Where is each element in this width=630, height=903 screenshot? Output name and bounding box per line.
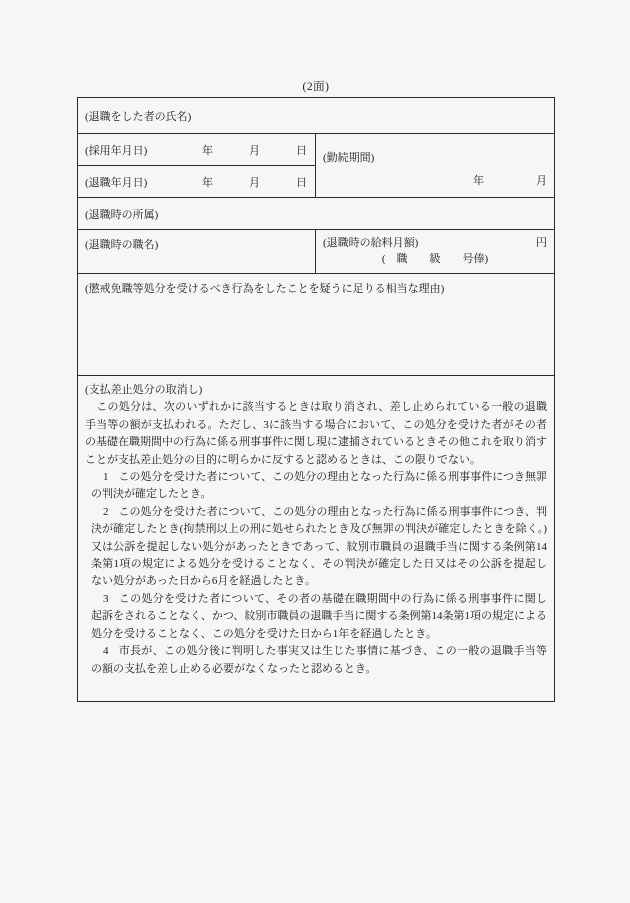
row-affiliation (78, 198, 554, 230)
hire-date-units (202, 142, 308, 158)
row-disciplinary-reason (78, 274, 554, 376)
service-period-label: (勤続期間) (323, 152, 375, 164)
cancellation-heading: (支払差止処分の取消し) (85, 384, 203, 396)
row-cancellation-clauses (78, 376, 554, 703)
disciplinary-reason-label: (懲戒免職等処分を受けるべき行為をしたことを疑うに足りる相当な理由) (85, 283, 445, 295)
clause-number: 3 (103, 592, 109, 605)
retire-date-cell (78, 166, 315, 197)
clause-text: この処分を受けた者について、この処分の理由となった行為に係る刑事事件につき無罪の判決が確定したとき。 (91, 471, 547, 501)
retire-date-label: (退職年月日) (85, 176, 148, 189)
cancellation-item-1 (91, 469, 547, 504)
clause-text: この処分を受けた者について、その者の基礎在職期間中の行為に係る刑事事件に関し起訴をされることなく、かつ、紋別市職員の退職手当に関する条例第14条第1項の規定による処分を受けることなく、この処分を受けた日から1年を経過したとき。 (91, 592, 547, 640)
service-period-month-unit: 月 (536, 175, 547, 187)
clause-number: 4 (103, 645, 109, 658)
clause-text: 市長が、この処分後に判明した事実又は生じた事情に基づき、この一般の退職手当等の額の支払を差し止める必要がなくなったと認めるとき。 (91, 645, 547, 675)
cancellation-item-4 (91, 643, 547, 678)
retire-date-day-unit: 日 (296, 176, 307, 189)
affiliation-label: (退職時の所属) (85, 208, 159, 221)
hire-date-month-unit: 月 (249, 144, 260, 157)
retire-date-year-unit: 年 (202, 176, 213, 189)
cancellation-item-2 (91, 504, 547, 591)
salary-grade-line: ( 職 級 号俸) (381, 253, 489, 265)
salary-label-line (323, 235, 547, 251)
service-period-year-unit: 年 (473, 175, 484, 187)
hire-date-day-unit: 日 (296, 144, 307, 157)
job-title-label: (退職時の職名) (85, 239, 159, 251)
job-title-cell (78, 230, 316, 273)
service-period-cell (316, 134, 554, 197)
retiree-name-label: (退職をした者の氏名) (85, 110, 192, 123)
hire-date-year-unit: 年 (202, 144, 213, 157)
dates-column (78, 134, 316, 197)
row-job-title-and-salary (78, 230, 554, 274)
row-retiree-name (78, 98, 554, 134)
cancellation-item-3 (91, 591, 547, 643)
clause-number: 1 (103, 471, 109, 484)
retire-date-month-unit: 月 (249, 176, 260, 189)
hire-date-cell (78, 134, 315, 166)
retirement-allowance-form-table (77, 97, 555, 702)
salary-label: (退職時の給料月額) (323, 237, 419, 249)
cancellation-intro: この処分は、次のいずれかに該当するときは取り消され、差し止められている一般の退職手当等の額が支払われる。ただし、3に該当する場合において、この処分を受けた者がその者の基礎在職期間中の行為に係る刑事事件に関し現に逮捕されているときその他これを取り消すことが支払差止処分の目的に明らかに反すると認めるときは、この限りでない。 (85, 401, 547, 466)
retire-date-units (202, 174, 308, 190)
clause-text: この処分を受けた者について、この処分の理由となった行為に係る刑事事件につき、判決が確定したとき(拘禁刑以上の刑に処せられたとき及び無罪の判決が確定したときを除く。)又は公訴を提起しない処分があったときであって、紋別市職員の退職手当に関する条例第14条第1項の規定による処分を受けることなく、その判決が確定した日又はその公訴を提起しない処分があった日から6月を経過したとき。 (91, 505, 547, 588)
salary-cell (316, 230, 554, 273)
hire-date-label: (採用年月日) (85, 144, 148, 157)
sheet-number-label: (2面) (302, 81, 330, 93)
row-dates-and-service-period (78, 134, 554, 198)
service-period-units (473, 172, 547, 188)
clause-number: 2 (103, 505, 109, 518)
salary-yen-unit: 円 (536, 237, 547, 249)
